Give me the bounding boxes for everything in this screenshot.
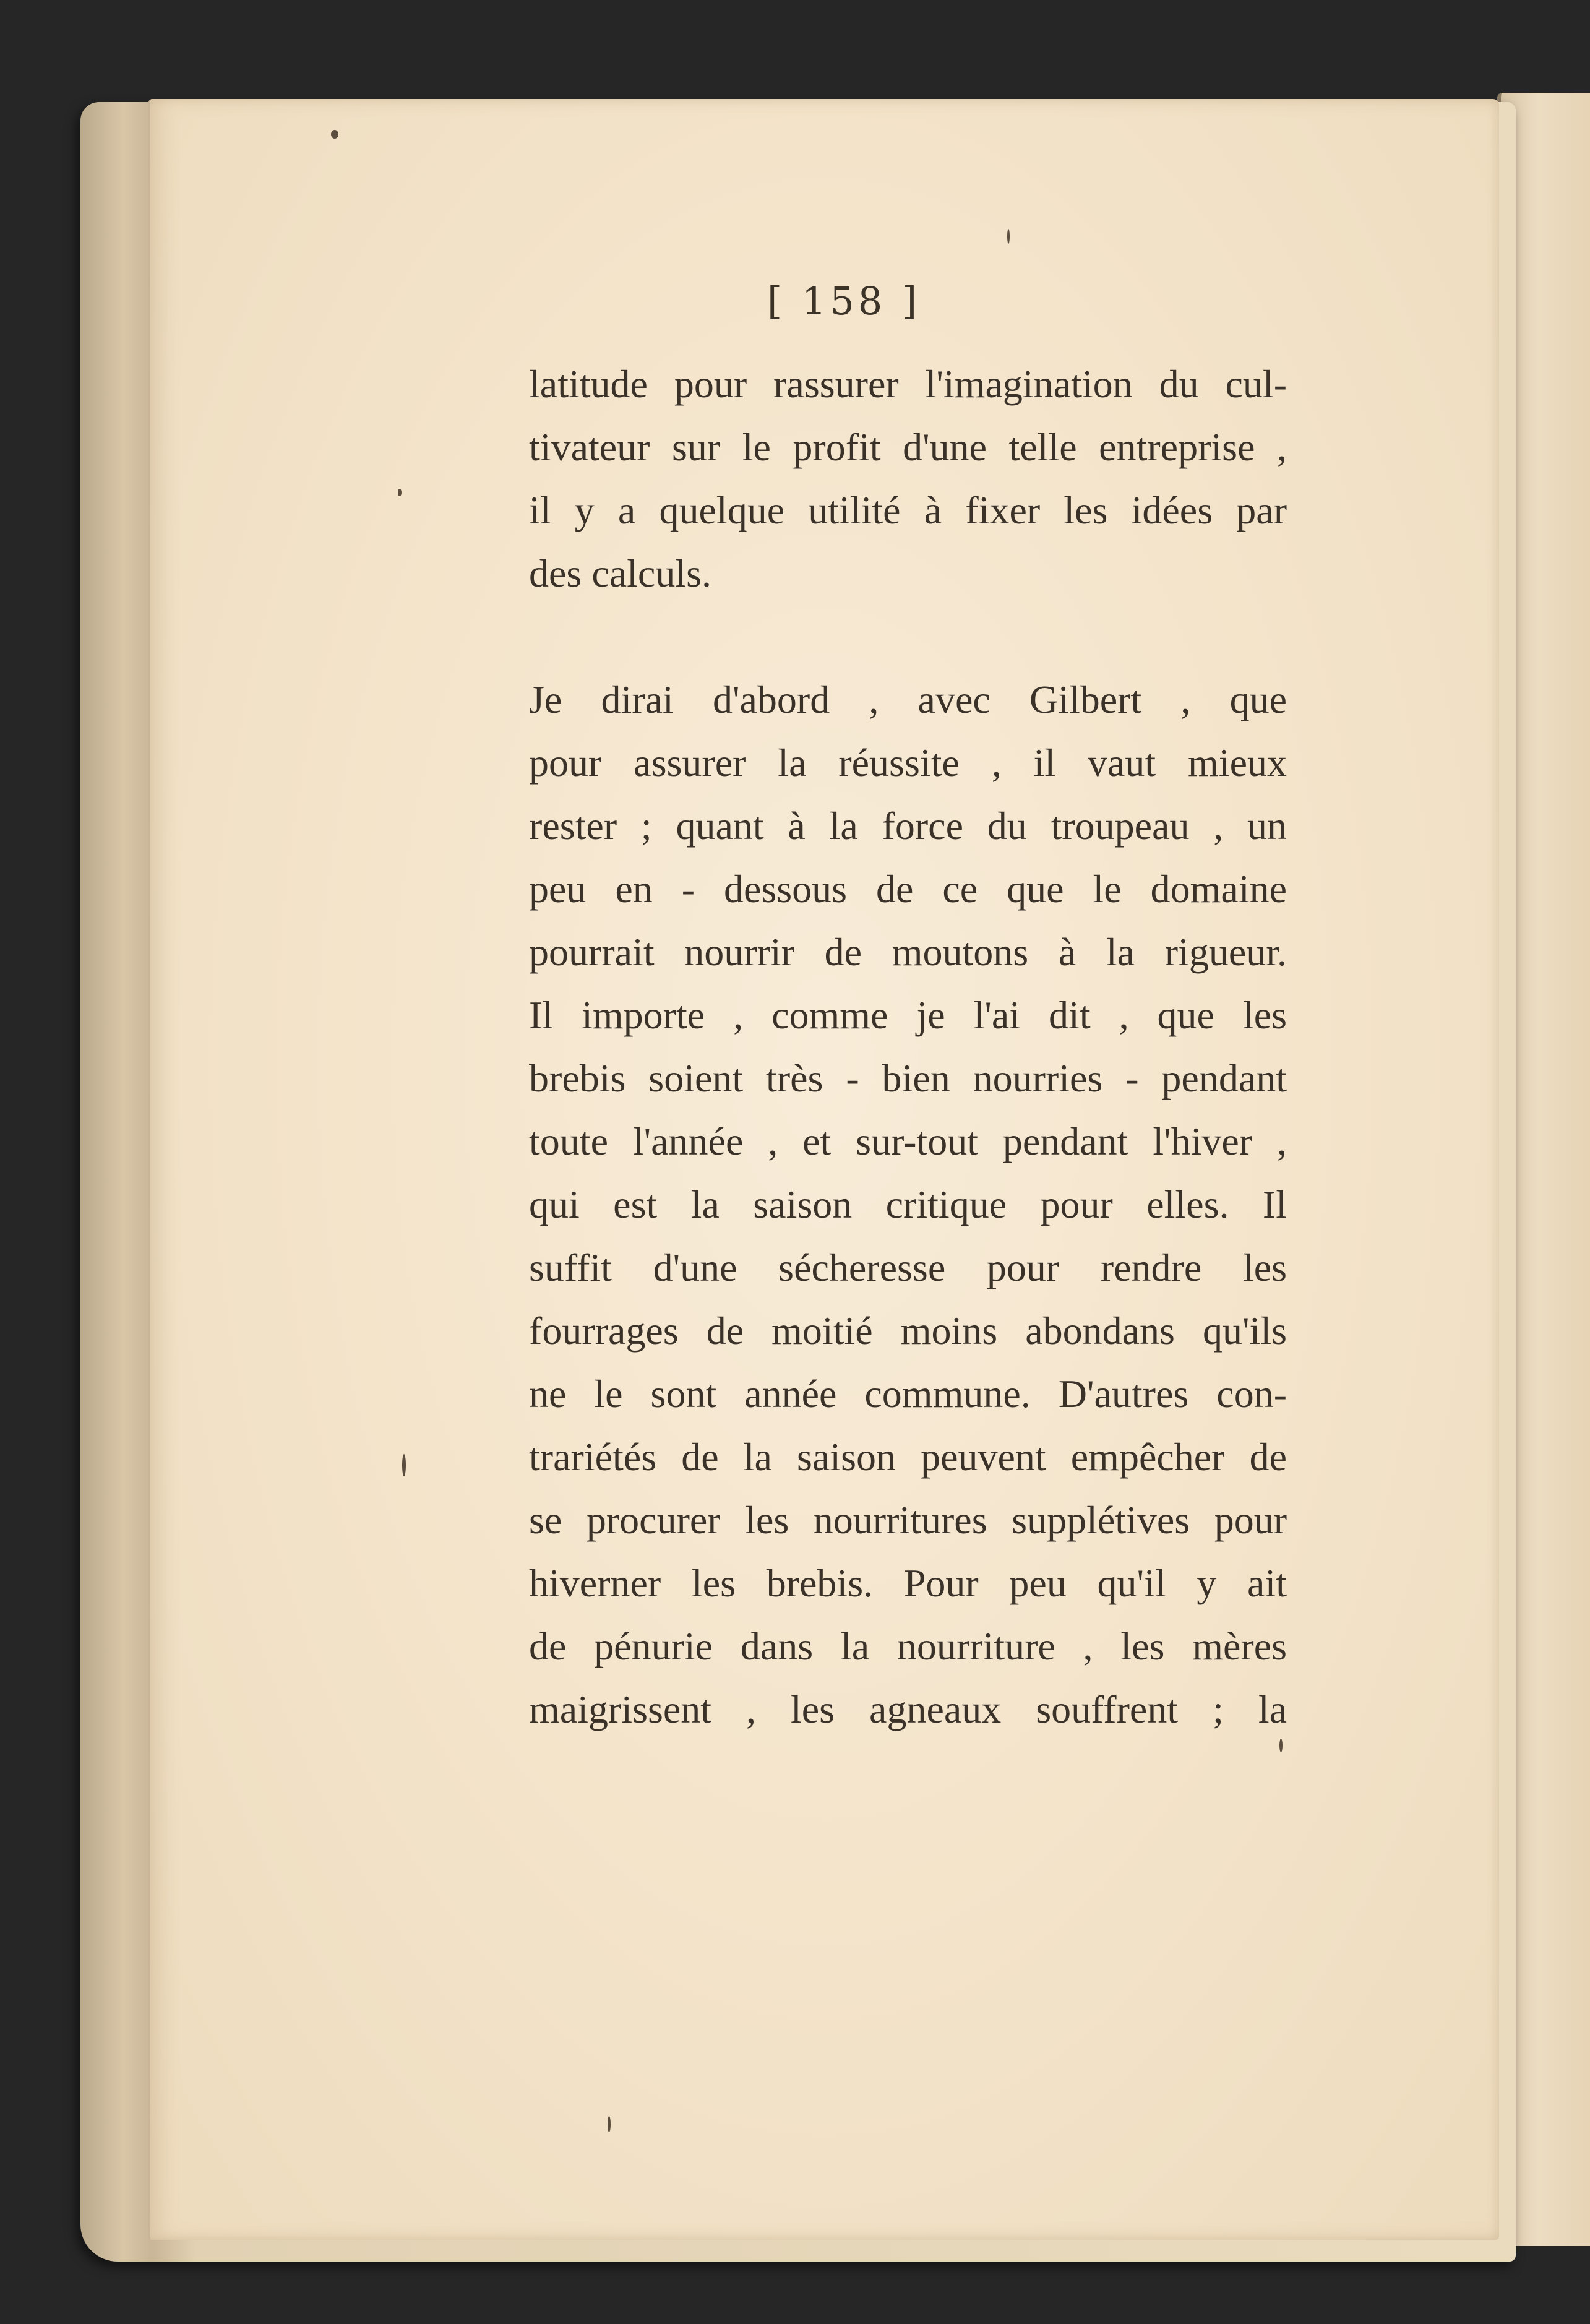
- text-line: fourrages de moitié moins abondans qu'ils: [529, 1309, 1287, 1353]
- text-line: trariétés de la saison peuvent empêcher de: [529, 1435, 1287, 1479]
- text-line: pourrait nourrir de moutons à la rigueur.: [529, 930, 1287, 974]
- text-line: maigrissent , les agneaux souffrent ; la: [529, 1687, 1287, 1731]
- paper-speck: [402, 1454, 406, 1476]
- text-line: toute l'année , et sur-tout pendant l'hiver ,: [529, 1119, 1287, 1163]
- text-line: latitude pour rassurer l'imagination du cul-: [529, 362, 1287, 406]
- text-line: pour assurer la réussite , il vaut mieux: [529, 741, 1287, 785]
- text-line: Il importe , comme je l'ai dit , que les: [529, 993, 1287, 1037]
- paragraph-2: [529, 668, 1287, 1741]
- text-line: se procurer les nourritures supplétives pour: [529, 1498, 1287, 1542]
- text-line: de pénurie dans la nourriture , les mères: [529, 1624, 1287, 1668]
- text-line: hiverner les brebis. Pour peu qu'il y ait: [529, 1561, 1287, 1605]
- text-line: qui est la saison critique pour elles. Il: [529, 1182, 1287, 1226]
- paper-speck: [331, 130, 338, 139]
- text-line: suffit d'une sécheresse pour rendre les: [529, 1246, 1287, 1289]
- text-line: rester ; quant à la force du troupeau , un: [529, 804, 1287, 848]
- text-line: brebis soient très - bien nourries - pendant: [529, 1056, 1287, 1100]
- text-line: des calculs.: [529, 551, 711, 595]
- page-number: [ 158 ]: [767, 278, 921, 324]
- paragraph-1: [529, 353, 1287, 605]
- paper-speck: [1279, 1739, 1283, 1752]
- text-line: peu en - dessous de ce que le domaine: [529, 867, 1287, 911]
- text-line: tivateur sur le profit d'une telle entreprise ,: [529, 425, 1287, 469]
- paper-speck: [398, 489, 402, 496]
- text-line: ne le sont année commune. D'autres con-: [529, 1372, 1287, 1416]
- paper-speck: [608, 2116, 611, 2132]
- paper-speck: [1007, 229, 1010, 244]
- text-line: Je dirai d'abord , avec Gilbert , que: [529, 678, 1287, 721]
- text-line: il y a quelque utilité à fixer les idées par: [529, 488, 1287, 532]
